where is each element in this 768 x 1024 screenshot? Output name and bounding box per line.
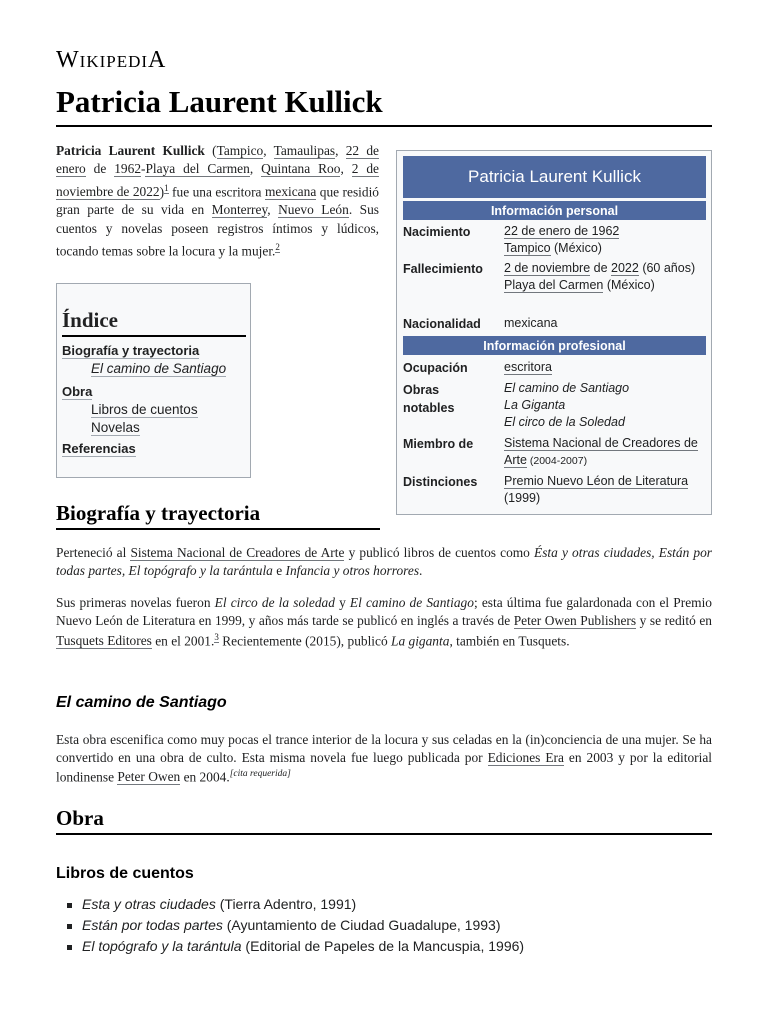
logo-letter: W <box>56 47 80 73</box>
obra-item: La Giganta <box>504 398 566 412</box>
obra-item: El circo de la Soledad <box>504 415 625 429</box>
link-premio-nuevo-leon[interactable]: Premio Nuevo Léon de Literatura <box>504 474 689 488</box>
heading-obra: Obra <box>56 806 104 830</box>
infobox-value-ocupacion <box>504 359 704 376</box>
reference-2[interactable]: 2 <box>275 241 280 252</box>
heading-camino: El camino de Santiago <box>56 694 227 711</box>
toc-item-novelas[interactable]: Novelas <box>91 420 140 435</box>
link-fallecimiento-fecha[interactable]: 2 de noviembre <box>504 261 591 275</box>
paragraph-camino: Esta obra escenifica como muy pocas el trance interior de la locura y sus celadas en la (in)conciencia de una mujer. Se ha convertido en una obra de culto. Esta misma novela fue luego publicada por Ediciones Era en 2003 y por la editorial londinense Peter Owen en 2004.[cita requerida] <box>56 732 712 785</box>
link-tusquets[interactable]: Tusquets Editores <box>56 633 152 649</box>
paragraph-biografia-2: Sus primeras novelas fueron El circo de la soledad y El camino de Santiago; esta última fue galardonada con el Premio Nuevo León de Literatura en 1999, y años más tarde se publicó en inglés a través de Peter Owen Publishers y se reditó en Tusquets Editores en el 2001.$^3$ Recientemente (2015), publicó La giganta, también en Tusquets. <box>56 595 712 649</box>
link-quintana-roo[interactable]: Quintana Roo <box>261 161 341 177</box>
subject-name: Patricia Laurent Kullick <box>56 143 205 158</box>
infobox-value-nacionalidad: mexicana <box>504 316 558 330</box>
link-peter-owen-publishers[interactable]: Peter Owen Publishers <box>513 612 637 628</box>
link-snca-text[interactable]: Sistema Nacional de Creadores de Arte <box>130 545 345 560</box>
toc-item-camino[interactable]: El camino de Santiago <box>91 361 227 376</box>
link-deathdate[interactable]: 2 de noviembre de 2022 <box>56 161 379 200</box>
link-nacimiento-lugar[interactable]: Tampico <box>504 241 551 255</box>
infobox-value-nacimiento: 22 de enero de 1962 Tampico (México) <box>504 224 620 255</box>
infobox-label-distinciones: Distinciones <box>403 475 478 489</box>
link-fallecimiento-anio[interactable]: 2022 <box>611 261 639 275</box>
link-tamaulipas[interactable]: Tamaulipas <box>273 143 336 158</box>
link-1962[interactable]: 1962 <box>114 161 142 177</box>
reference-3[interactable]: 3 <box>214 632 219 642</box>
link-mexicana[interactable]: mexicana <box>264 184 317 200</box>
heading-biografia: Biografía y trayectoria <box>56 501 261 525</box>
title-divider <box>56 125 712 127</box>
infobox-section-personal: Información personal <box>403 201 706 220</box>
reference-1[interactable]: 1 <box>164 182 169 193</box>
link-nuevo-leon[interactable]: Nuevo León <box>278 202 349 218</box>
logo-letter-end: A <box>148 47 167 73</box>
link-nacimiento-fecha[interactable]: 22 de enero de 1962 <box>504 224 620 238</box>
paragraph-biografia-1: Perteneció al Sistema Nacional de Creadores de Arte y publicó libros de cuentos como Ésta y otras ciudades, Están por todas partes, El topógrafo y la tarántula e Infancia y otros horrores. <box>56 545 712 578</box>
infobox-value-obras <box>504 380 704 431</box>
infobox-label-fallecimiento: Fallecimiento <box>403 262 483 276</box>
infobox-label-obras: Obras notables <box>403 383 455 415</box>
infobox-value-fallecimiento: 2 de noviembre de 2022 (60 años) Playa del Carmen (México) <box>504 261 696 292</box>
link-fallecimiento-lugar[interactable]: Playa del Carmen <box>504 278 604 292</box>
link-snca[interactable]: Sistema Nacional de Creadores de Arte <box>504 436 698 467</box>
link-tampico[interactable]: Tampico <box>216 143 264 158</box>
infobox-label-nacimiento: Nacimiento <box>403 225 471 239</box>
obra-item: El camino de Santiago <box>504 381 630 395</box>
toc-item-obra[interactable]: Obra <box>62 384 93 399</box>
toc-title: Índice <box>62 308 246 337</box>
link-birthdate[interactable]: 22 de enero <box>56 143 379 177</box>
infobox-value-miembro: Sistema Nacional de Creadores de Arte (2004-2007) <box>504 436 698 467</box>
heading-divider <box>56 528 380 530</box>
infobox-section-profesional: Información profesional <box>403 336 706 355</box>
logo-text: IKIPEDI <box>79 52 149 71</box>
intro-paragraph: Patricia Laurent Kullick (Tampico, Tamaulipas, 22 de enero de 1962-Playa del Carmen, Quintana Roo, 2 de noviembre de 2022)$^1$ fue una escritora mexicana que residió gran parte de su vida en Monterrey, Nuevo León. Sus cuentos y novelas poseen registros íntimos y lúdicos, tocando temas sobre la locura y la mujer.$^2$ <box>56 143 379 259</box>
list-item: Esta y otras ciudades (Tierra Adentro, 1991) <box>82 894 702 915</box>
toc-item-biografia[interactable]: Biografía y trayectoria <box>62 343 200 358</box>
citation-needed[interactable]: [cita requerida] <box>229 769 291 779</box>
table-of-contents <box>56 283 251 478</box>
infobox <box>396 150 712 515</box>
link-escritora[interactable]: escritora <box>504 360 552 374</box>
infobox-label-ocupacion: Ocupación <box>403 361 468 375</box>
wikipedia-logo[interactable] <box>56 47 166 74</box>
link-peter-owen[interactable]: Peter Owen <box>117 769 181 785</box>
list-item: Están por todas partes (Ayuntamiento de Ciudad Guadalupe, 1993) <box>82 915 702 936</box>
heading-divider <box>56 833 712 835</box>
infobox-label-miembro: Miembro de <box>403 437 474 451</box>
toc-item-referencias[interactable]: Referencias <box>62 441 136 456</box>
toc-item-libros[interactable]: Libros de cuentos <box>91 402 198 417</box>
link-playa-del-carmen[interactable]: Playa del Carmen <box>145 161 250 177</box>
list-item: El topógrafo y la tarántula (Editorial de Papeles de la Mancuspia, 1996) <box>82 936 702 957</box>
heading-libros: Libros de cuentos <box>56 865 194 882</box>
infobox-label-nacionalidad: Nacionalidad <box>403 317 481 331</box>
link-ediciones-era[interactable]: Ediciones Era <box>487 749 564 765</box>
page-title: Patricia Laurent Kullick <box>56 84 383 119</box>
infobox-title: Patricia Laurent Kullick <box>403 156 706 198</box>
books-list <box>56 894 702 957</box>
infobox-value-distinciones: Premio Nuevo Léon de Literatura (1999) <box>504 474 689 505</box>
link-monterrey[interactable]: Monterrey <box>211 202 268 218</box>
